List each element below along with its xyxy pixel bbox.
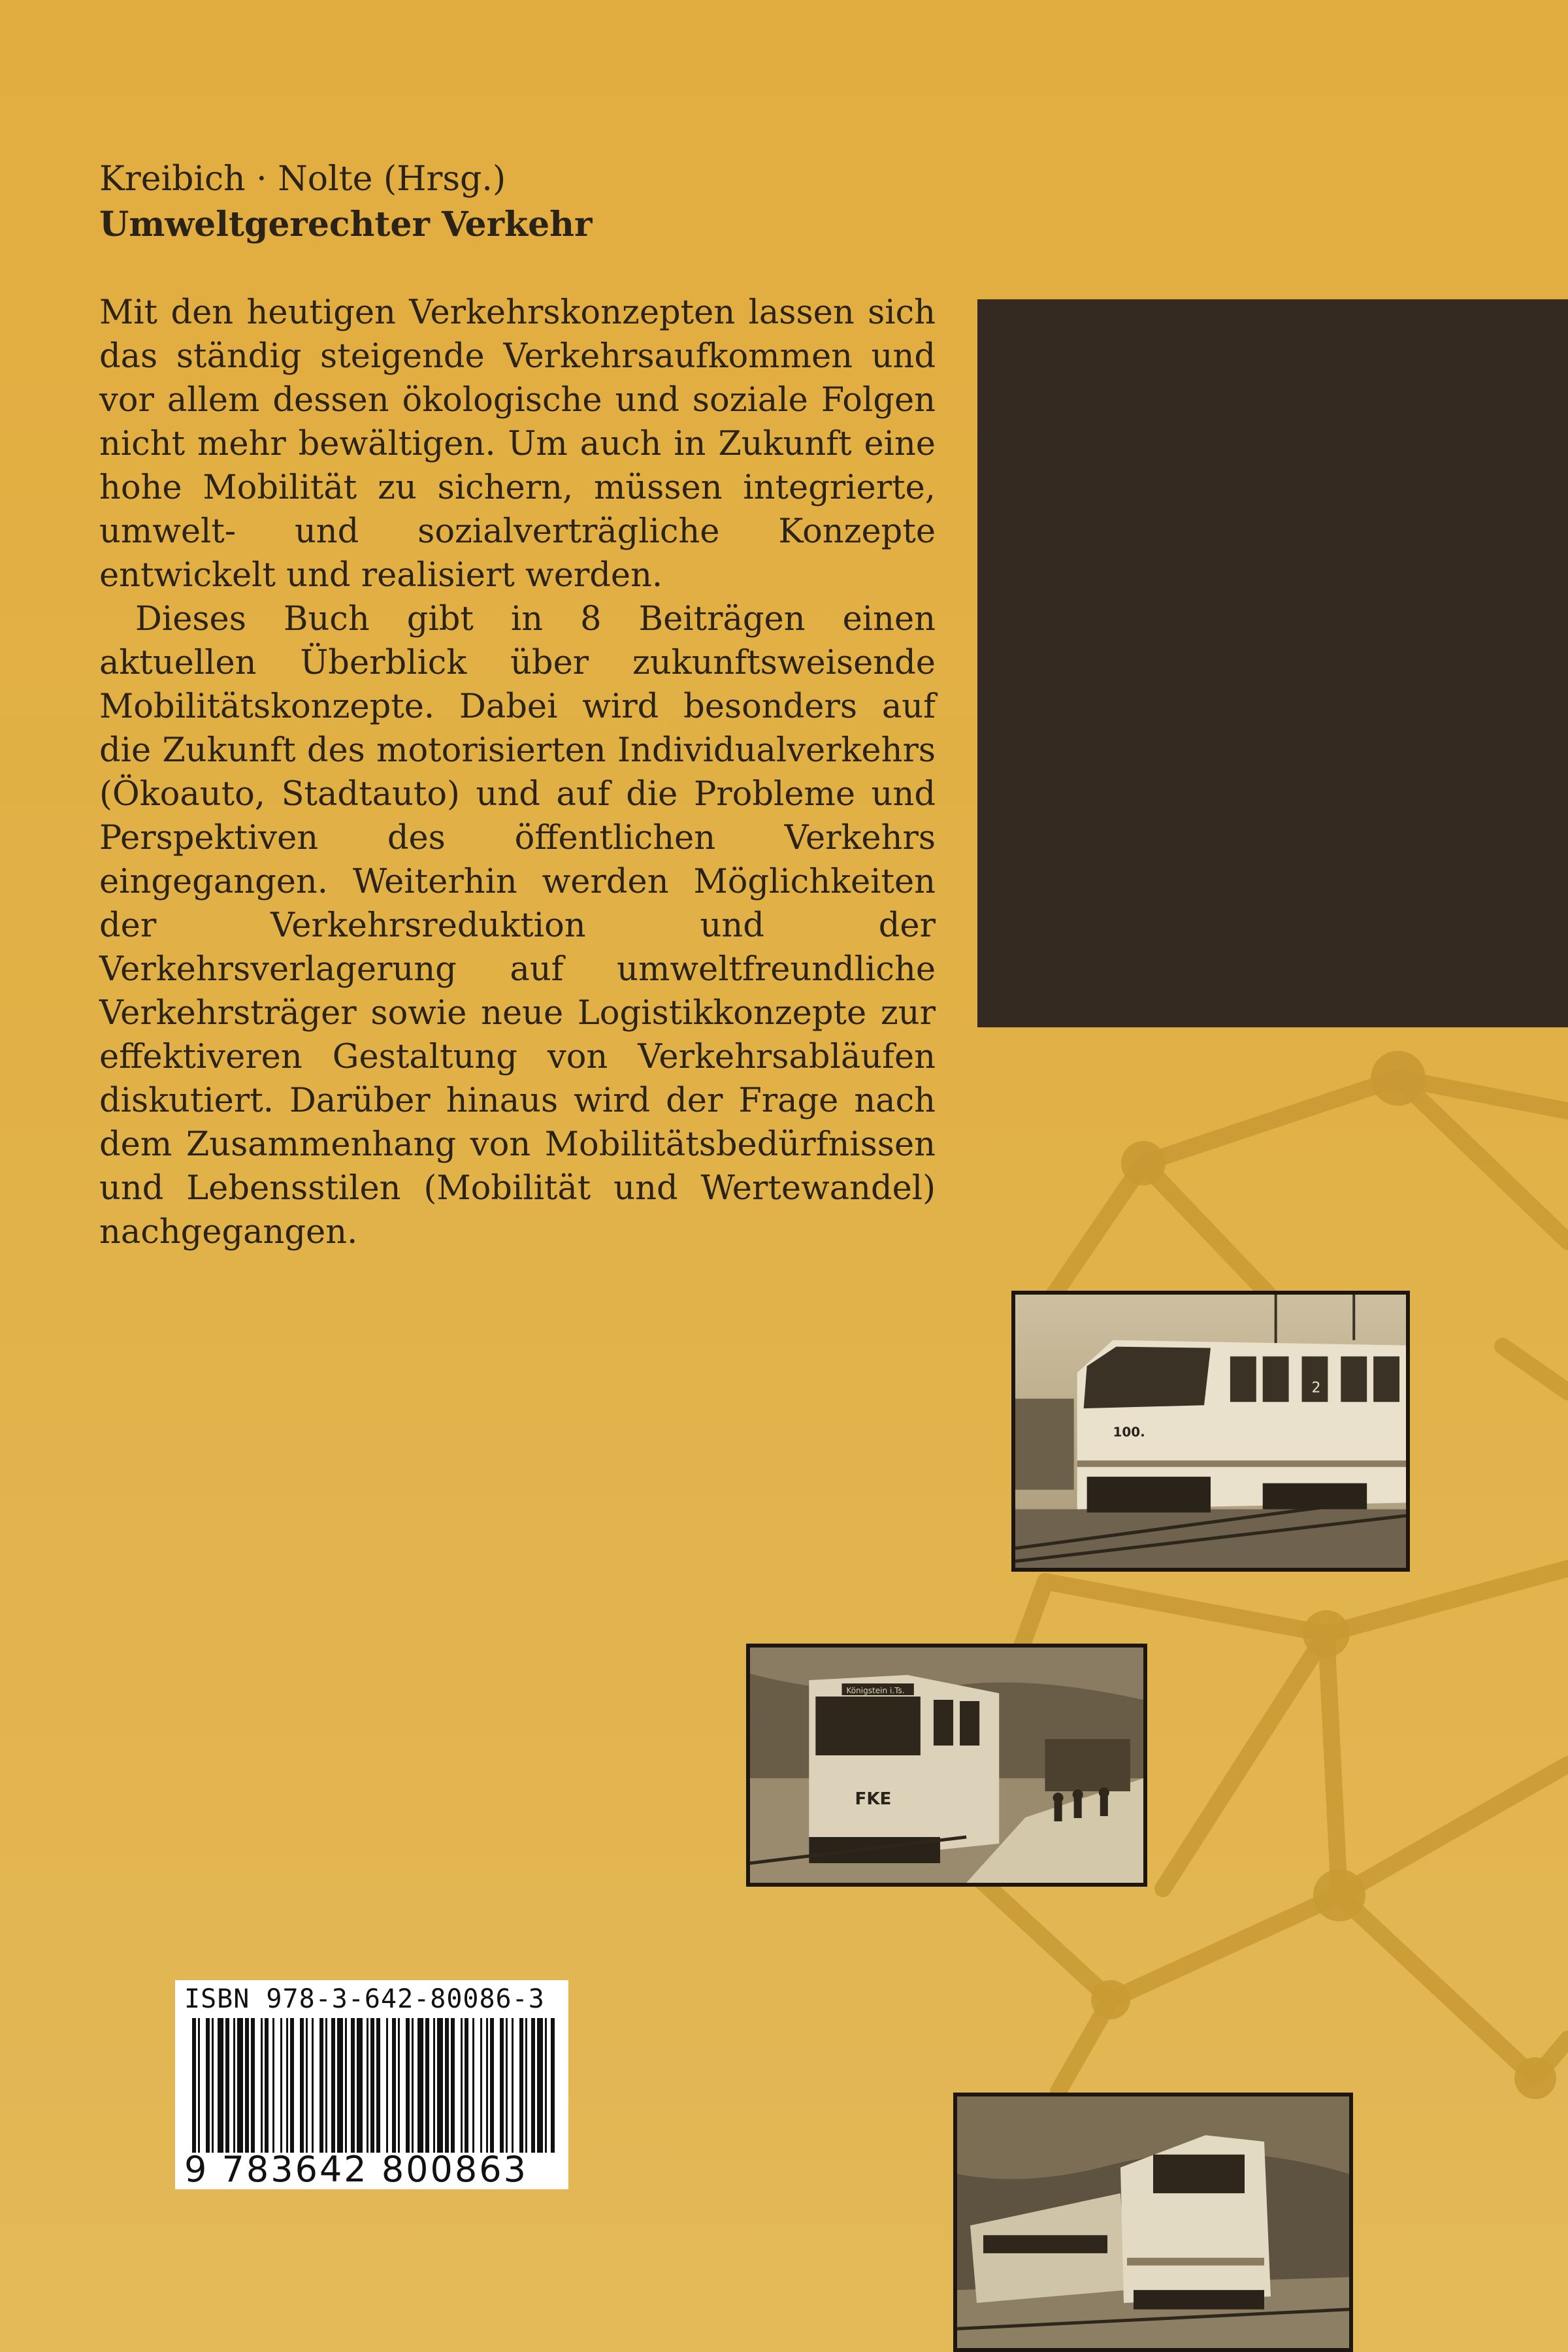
barcode-bar [198,2018,200,2153]
barcode-bar [225,2018,229,2153]
barcode-bar [206,2018,210,2153]
author-line: Kreibich · Nolte (Hrsg.) [99,159,506,199]
barcode-bar [433,2018,435,2153]
barcode-bar [480,2018,482,2153]
barcode-bar [519,2018,523,2153]
blurb-paragraph-1: Mit den heutigen Verkehrskonzepten lassen sich das ständig steigende Verkehrsaufkommen und vor allem dessen ökologische und soziale Folgen nicht mehr bewältigen. Um auch in Zukunft eine hohe Mobilität zu sichern, müssen integrierte, umwelt- und sozialverträgliche Konzepte entwickelt und realisiert werden. [99,293,936,595]
barcode-bar [537,2018,543,2153]
barcode-bar [461,2018,463,2153]
barcode-bar [331,2018,335,2153]
barcode-bar [272,2018,274,2153]
barcode-bar [500,2018,504,2153]
blurb-text [99,291,936,1254]
barcode-bar [280,2018,282,2153]
barcode-bars [175,2018,568,2153]
barcode-bar [490,2018,494,2153]
barcode-bar [357,2018,363,2153]
barcode-bar [512,2018,514,2153]
barcode-bar [392,2018,396,2153]
barcode-bar [545,2018,547,2153]
barcode-bar [531,2018,535,2153]
barcode-bar [237,2018,243,2153]
barcode-bar [351,2018,355,2153]
barcode-bar [218,2018,223,2153]
barcode-bar [337,2018,343,2153]
barcode-bar [306,2018,308,2153]
barcode-digits: 9 783642 800863 [184,2149,528,2190]
barcode-bar [319,2018,323,2153]
barcode-bar [300,2018,304,2153]
book-title: Umweltgerechter Verkehr [99,205,593,244]
barcode-bar [451,2018,455,2153]
photo-2-logo: FKE [855,1789,892,1809]
barcode-bar [325,2018,327,2153]
isbn-barcode [175,1980,568,2189]
barcode-bar [425,2018,429,2153]
barcode-bar [245,2018,249,2153]
barcode-bar [437,2018,443,2153]
barcode-bar [412,2018,414,2153]
barcode-bar [370,2018,374,2153]
barcode-bar [265,2018,269,2153]
barcode-bar [367,2018,368,2153]
photo-1-car-number: 2 [1311,1380,1321,1397]
barcode-bar [212,2018,214,2153]
barcode-bar [445,2018,449,2153]
barcode-bar [233,2018,235,2153]
train-photo-3 [953,2093,1353,2352]
barcode-bar [312,2018,314,2153]
barcode-bar [406,2018,410,2153]
barcode-bar [376,2018,380,2153]
barcode-bar [525,2018,527,2153]
barcode-bar [417,2018,423,2153]
barcode-bar [290,2018,294,2153]
barcode-bar [465,2018,468,2153]
barcode-bar [251,2018,255,2153]
photo-1-number: 100. [1113,1424,1145,1440]
barcode-bar [398,2018,400,2153]
barcode-bar [506,2018,508,2153]
barcode-bar [261,2018,263,2153]
barcode-bar [486,2018,488,2153]
dark-panel [977,299,1568,1027]
barcode-bar [192,2018,196,2153]
barcode-bar [472,2018,474,2153]
barcode-bar [551,2018,555,2153]
train-photo-1 [1011,1291,1410,1572]
barcode-bar [386,2018,388,2153]
blurb-paragraph-2: Dieses Buch gibt in 8 Beiträgen einen aktuellen Überblick über zukunftsweisende Mobilitätskonzepte. Dabei wird besonders auf die Zukunft des motorisierten Individualverkehrs (Ökoauto, Stadtauto) und auf die Probleme und Perspektiven des öffentlichen Verkehrs eingegangen. Weiterhin werden Möglichkeiten der Verkehrsreduktion und der Verkehrsverlagerung auf umweltfreundliche Verkehrsträger sowie neue Logistikkonzepte zur effektiveren Gestaltung von Verkehrsabläufen diskutiert. Darüber hinaus wird der Frage nach dem Zusammenhang von Mobilitätsbedürfnissen und Lebensstilen (Mobilität und Wertewandel) nachgegangen. [99,600,936,1251]
isbn-label: ISBN 978-3-642-80086-3 [184,1984,545,2014]
barcode-bar [345,2018,347,2153]
photo-2-destination: Königstein i.Ts. [846,1686,905,1695]
train-photo-2 [746,1644,1147,1887]
barcode-bar [286,2018,288,2153]
